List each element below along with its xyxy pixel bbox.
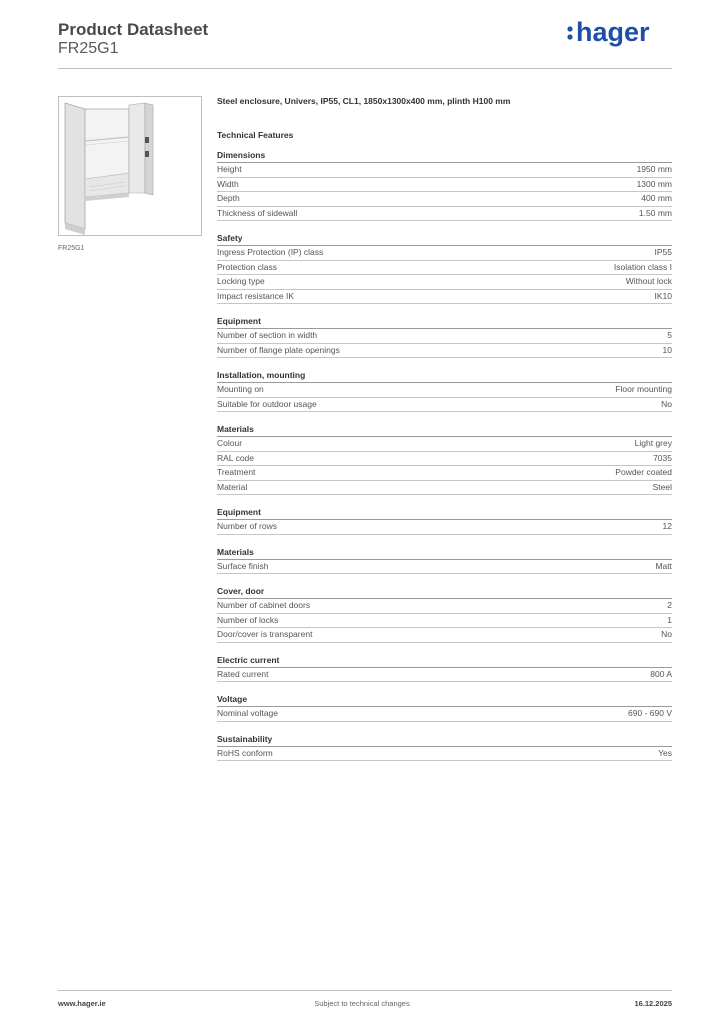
spec-value: Floor mounting (615, 384, 672, 394)
spec-label: RoHS conform (217, 747, 273, 758)
spec-label: Impact resistance IK (217, 290, 295, 301)
spec-label: Thickness of sidewall (217, 207, 298, 218)
footer-note: Subject to technical changes (314, 999, 410, 1008)
feature-sections (217, 150, 672, 761)
image-caption: FR25G1 (58, 245, 85, 252)
spec-label: Nominal voltage (217, 708, 278, 718)
section-title: Equipment (217, 316, 672, 329)
spec-row (217, 707, 672, 722)
datasheet-content (217, 96, 672, 773)
spec-row (217, 192, 672, 207)
product-image (58, 96, 202, 236)
spec-row (217, 466, 672, 481)
feature-section (217, 507, 672, 535)
product-code: FR25G1 (58, 40, 119, 57)
spec-row (217, 437, 672, 452)
spec-label: Number of flange plate openings (217, 344, 340, 355)
feature-section (217, 424, 672, 495)
svg-text:hager: hager (576, 17, 650, 47)
spec-value: 1950 mm (636, 164, 672, 174)
spec-row (217, 452, 672, 467)
feature-section (217, 233, 672, 304)
spec-row (217, 246, 672, 261)
spec-value: 1 (667, 614, 672, 625)
spec-row (217, 481, 672, 496)
spec-row (217, 178, 672, 193)
spec-label: Door/cover is transparent (217, 629, 313, 639)
spec-row (217, 261, 672, 276)
spec-row (217, 398, 672, 413)
spec-label: Material (217, 481, 248, 492)
spec-label: Number of cabinet doors (217, 600, 311, 610)
spec-label: Locking type (217, 276, 265, 286)
spec-row (217, 163, 672, 178)
spec-value: Powder coated (615, 467, 672, 477)
spec-label: RAL code (217, 452, 255, 463)
spec-row (217, 275, 672, 290)
footer-website: www.hager.ie (58, 999, 106, 1008)
technical-features-title: Technical Features (217, 130, 294, 140)
section-title: Voltage (217, 694, 672, 707)
spec-value: Isolation class I (613, 261, 672, 272)
spec-row (217, 614, 672, 629)
cabinet-enclosure-image (59, 97, 201, 235)
section-title: Safety (217, 233, 672, 246)
spec-label: Number of rows (217, 521, 277, 531)
spec-label: Suitable for outdoor usage (217, 398, 317, 409)
feature-section (217, 150, 672, 221)
spec-value: 5 (667, 330, 672, 340)
page-title: Product Datasheet (58, 20, 209, 39)
spec-label: Surface finish (217, 560, 269, 571)
spec-row (217, 344, 672, 359)
spec-row (217, 747, 672, 762)
spec-value: Without lock (625, 276, 672, 286)
spec-label: Colour (217, 438, 243, 448)
feature-section (217, 734, 672, 762)
spec-value: 12 (662, 521, 672, 531)
spec-value: 7035 (653, 452, 672, 463)
spec-label: Number of section in width (217, 330, 318, 340)
section-title: Electric current (217, 655, 672, 668)
spec-value: 400 mm (641, 193, 672, 203)
product-description: Steel enclosure, Univers, IP55, CL1, 1850x1300x400 mm, plinth H100 mm (217, 96, 511, 106)
section-title: Materials (217, 424, 672, 437)
spec-label: Ingress Protection (IP) class (217, 247, 324, 257)
footer-divider (58, 990, 672, 991)
header-divider (58, 68, 672, 69)
spec-value: 10 (662, 344, 672, 355)
footer-date: 16.12.2025 (634, 999, 672, 1008)
spec-value: 1.50 mm (638, 207, 672, 218)
spec-value: Steel (652, 481, 672, 492)
spec-label: Depth (217, 193, 240, 203)
spec-value: 1300 mm (636, 178, 672, 189)
spec-value: Matt (655, 560, 672, 571)
feature-section (217, 370, 672, 412)
spec-value: No (661, 629, 672, 639)
spec-label: Rated current (217, 668, 269, 679)
spec-value: Light grey (634, 438, 672, 448)
section-title: Dimensions (217, 150, 672, 163)
section-title: Cover, door (217, 586, 672, 599)
spec-value: Yes (658, 747, 672, 758)
spec-label: Height (217, 164, 242, 174)
spec-row (217, 599, 672, 614)
spec-row (217, 628, 672, 643)
spec-value: 800 A (650, 668, 672, 679)
section-title: Sustainability (217, 734, 672, 747)
spec-value: No (661, 398, 672, 409)
section-title: Installation, mounting (217, 370, 672, 383)
feature-section (217, 586, 672, 643)
spec-value: IK10 (654, 290, 672, 301)
spec-label: Protection class (217, 261, 277, 272)
spec-row (217, 560, 672, 575)
section-title: Equipment (217, 507, 672, 520)
spec-row (217, 290, 672, 305)
feature-section (217, 655, 672, 683)
spec-row (217, 329, 672, 344)
spec-label: Treatment (217, 467, 256, 477)
spec-row (217, 520, 672, 535)
spec-value: 2 (667, 600, 672, 610)
spec-value: IP55 (654, 247, 672, 257)
hager-logo (566, 12, 656, 50)
feature-section (217, 316, 672, 358)
spec-label: Number of locks (217, 614, 279, 625)
section-title: Materials (217, 547, 672, 560)
feature-section (217, 694, 672, 722)
spec-label: Mounting on (217, 384, 264, 394)
spec-row (217, 207, 672, 222)
spec-label: Width (217, 178, 239, 189)
spec-row (217, 668, 672, 683)
feature-section (217, 547, 672, 575)
spec-value: 690 - 690 V (628, 708, 672, 718)
spec-row (217, 383, 672, 398)
